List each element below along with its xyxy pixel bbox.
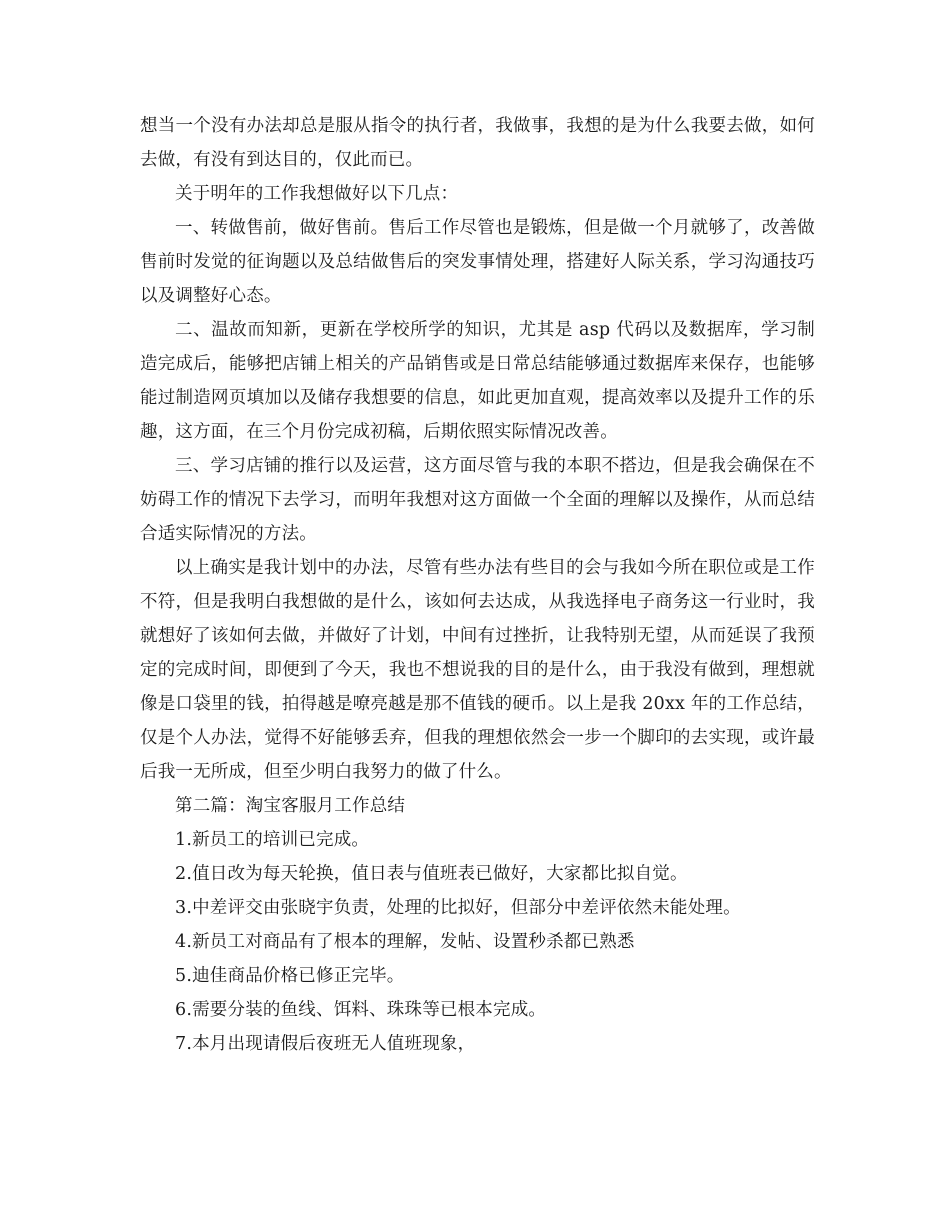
paragraph: 想当一个没有办法却总是服从指令的执行者，我做事，我想的是为什么我要去做，如何去做，有没有到达目的，仅此而已。	[140, 116, 815, 170]
paragraph: 关于明年的工作我想做好以下几点：	[175, 184, 459, 204]
document-body	[140, 109, 815, 1061]
paragraph: 一、转做售前，做好售前。售后工作尽管也是锻炼，但是做一个月就够了，改善做售前时发觉的征询题以及总结做售后的突发事情处理，搭建好人际关系，学习沟通技巧以及调整好心态。	[140, 218, 815, 306]
list-item: 2.值日改为每天轮换，值日表与值班表已做好，大家都比拟自觉。	[175, 864, 688, 884]
paragraph: 三、学习店铺的推行以及运营，这方面尽管与我的本职不搭边，但是我会确保在不妨碍工作的情况下去学习，而明年我想对这方面做一个全面的理解以及操作，从而总结合适实际情况的方法。	[140, 456, 815, 544]
paragraph: 以上确实是我计划中的办法，尽管有些办法有些目的会与我如今所在职位或是工作不符，但是我明白我想做的是什么，该如何去达成，从我选择电子商务这一行业时，我就想好了该如何去做，并做好了计划，中间有过挫折，让我特别无望，从而延误了我预定的完成时间，即便到了今天，我也不想说我的目的是什么，由于我没有做到，理想就像是口袋里的钱，拍得越是嘹亮越是那不值钱的硬币。以上是我 20xx 年的工作总结，仅是个人办法，觉得不好能够丢弃，但我的理想依然会一步一个脚印的去实现，或许最后我一无所成，但至少明白我努力的做了什么。	[140, 558, 815, 782]
list-item: 5.迪佳商品价格已修正完毕。	[175, 966, 405, 986]
section-heading: 第二篇：淘宝客服月工作总结	[175, 796, 406, 816]
list-item: 4.新员工对商品有了根本的理解，发帖、设置秒杀都已熟悉	[175, 932, 635, 952]
list-item: 1.新员工的培训已完成。	[175, 830, 370, 850]
list-item: 7.本月出现请假后夜班无人值班现象，	[175, 1034, 476, 1054]
paragraph: 二、温故而知新，更新在学校所学的知识，尤其是 asp 代码以及数据库，学习制造完成后，能够把店铺上相关的产品销售或是日常总结能够通过数据库来保存，也能够能过制造网页填加以及储存我想要的信息，如此更加直观，提高效率以及提升工作的乐趣，这方面，在三个月份完成初稿，后期依照实际情况改善。	[140, 320, 815, 442]
list-item: 3.中差评交由张晓宇负责，处理的比拟好，但部分中差评依然未能处理。	[175, 898, 741, 918]
list-item: 6.需要分装的鱼线、饵料、珠珠等已根本完成。	[175, 1000, 547, 1020]
